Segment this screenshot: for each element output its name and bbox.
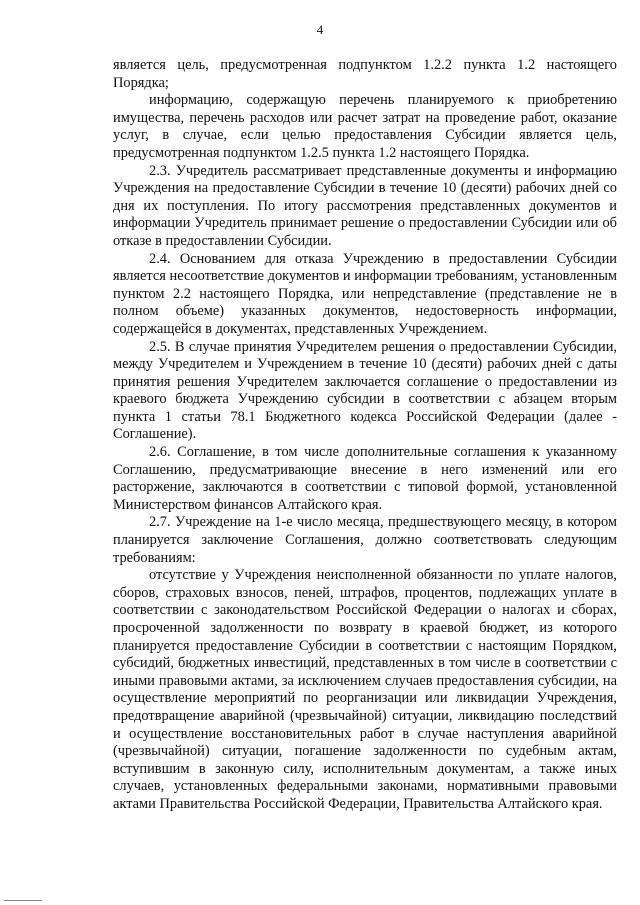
- document-body: [113, 57, 617, 814]
- paragraph-continuation: является цель, предусмотренная подпунктом 1.2.2 пункта 1.2 настоящего Порядка;: [113, 57, 617, 91]
- page-number: 4: [316, 22, 324, 37]
- paragraph-2-6: 2.6. Соглашение, в том числе дополнительные соглашения к указанному Соглашению, предусматривающие внесение в него изменений или его расторжение, заключаются в соответствии с типовой формой, установленной Министерством финансов Алтайского края.: [113, 444, 617, 513]
- paragraph-2-4: 2.4. Основанием для отказа Учреждению в предоставлении Субсидии является несоответствие документов и информации требованиям, установленным пунктом 2.2 настоящего Порядка, или непредставление (представление не в полном объеме) указанных документов, недостоверность информации, содержащейся в документах, представленных Учреждением.: [113, 250, 617, 337]
- paragraph-property-list: информацию, содержащую перечень планируемого к приобретению имущества, перечень расходов или расчет затрат на проведение работ, оказание услуг, в случае, если целью предоставления Субсидии является цель, предусмотренная подпунктом 1.2.5 пункта 1.2 настоящего Порядка.: [113, 92, 617, 161]
- scan-edge-mark: [4, 900, 42, 901]
- paragraph-requirement-no-debt: отсутствие у Учреждения неисполненной обязанности по уплате налогов, сборов, страховых взносов, пеней, штрафов, процентов, подлежащих уплате в соответствии с законодательством Российской Федерации о налогах и сборах, просроченной задолженности по возврату в краевой бюджет, из которого планируется предоставление Субсидии в соответствии с настоящим Порядком, субсидий, бюджетных инвестиций, представленных в том числе в соответствии с иными правовыми актами, за исключением случаев предоставления субсидии, на осуществление мероприятий по реорганизации или ликвидации Учреждения, предотвращение аварийной (чрезвычайной) ситуации, ликвидацию последствий и осуществление восстановительных работ в случае наступления аварийной (чрезвычайной) ситуации, погашение задолженности по судебным актам, вступившим в законную силу, исполнительным документам, а также иных случаев, установленных федеральными законами, нормативными правовыми актами Правительства Российской Федерации, Правительства Алтайского края.: [113, 567, 617, 812]
- paragraph-2-7: 2.7. Учреждение на 1-е число месяца, предшествующего месяцу, в котором планируется заключение Соглашения, должно соответствовать следующим требованиям:: [113, 514, 617, 566]
- paragraph-2-5: 2.5. В случае принятия Учредителем решения о предоставлении Субсидии, между Учредителем и Учреждением в течение 10 (десяти) рабочих дней с даты принятия решения Учредителем заключается соглашение о предоставлении из краевого бюджета Учреждению субсидии в соответствии с абзацем вторым пункта 1 статьи 78.1 Бюджетного кодекса Российской Федерации (далее - Соглашение).: [113, 338, 617, 443]
- paragraph-2-3: 2.3. Учредитель рассматривает представленные документы и информацию Учреждения на предоставление Субсидии в течение 10 (десяти) рабочих дней со дня их поступления. По итогу рассмотрения представленных документов и информации Учредитель принимает решение о предоставлении Субсидии или об отказе в предоставлении Субсидии.: [113, 162, 617, 249]
